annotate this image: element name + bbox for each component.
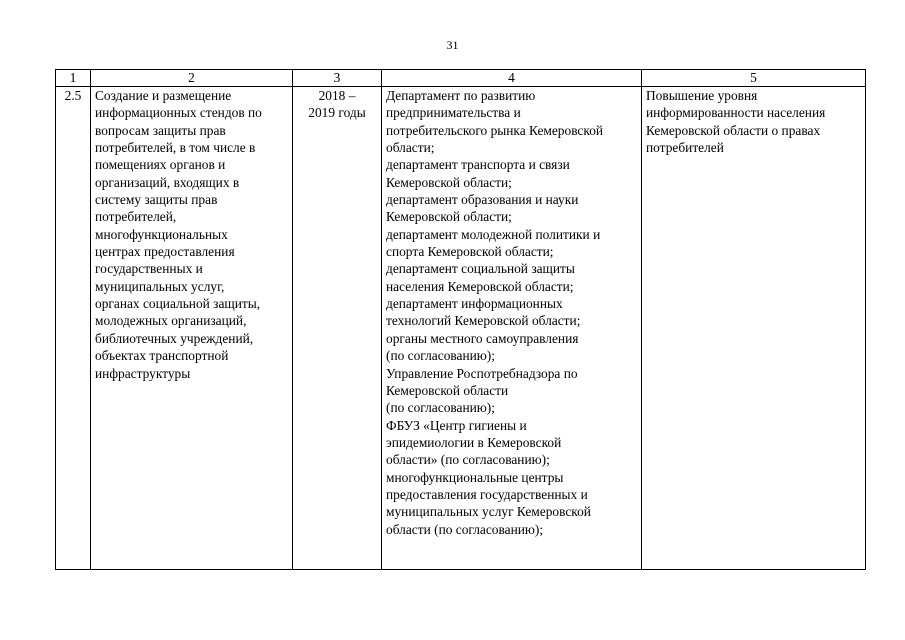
executor-line: эпидемиологии в Кемеровской bbox=[386, 434, 562, 450]
executor-line: многофункциональные центры bbox=[386, 469, 564, 485]
executor-line: области» (по согласованию); bbox=[386, 452, 550, 468]
executor-line: органы местного самоуправления bbox=[386, 330, 579, 346]
executor-line: департамент информационных bbox=[386, 296, 563, 312]
measure-line: потребителей, в том числе в bbox=[95, 140, 256, 156]
header-cell-3: 3 bbox=[293, 70, 382, 87]
measure-line: инфраструктуры bbox=[95, 365, 191, 381]
executor-line: области (по согласованию); bbox=[386, 521, 544, 537]
result-line: информированности населения bbox=[646, 105, 826, 121]
executor-line: Кемеровской области bbox=[386, 382, 509, 398]
measure-line: организаций, входящих в bbox=[95, 174, 240, 190]
executor-line: (по согласованию); bbox=[386, 348, 495, 364]
executor-line: предоставления государственных и bbox=[386, 486, 588, 502]
header-cell-4: 4 bbox=[382, 70, 642, 87]
executor-line: предпринимательства и bbox=[386, 105, 521, 121]
measure-line: библиотечных учреждений, bbox=[95, 330, 254, 346]
measure-line: вопросам защиты прав bbox=[95, 122, 226, 138]
measure-line: Создание и размещение bbox=[95, 88, 232, 103]
measure-line: систему защиты прав bbox=[95, 192, 218, 208]
table-row bbox=[56, 87, 866, 570]
measure-line: государственных и bbox=[95, 261, 203, 277]
result-line: Повышение уровня bbox=[646, 88, 758, 103]
header-cell-2: 2 bbox=[91, 70, 293, 87]
result-line: Кемеровской области о правах bbox=[646, 122, 821, 138]
measure-line: органах социальной защиты, bbox=[95, 296, 261, 312]
executor-line: муниципальных услуг Кемеровской bbox=[386, 504, 591, 520]
executor-line: Управление Роспотребнадзора по bbox=[386, 365, 578, 381]
executor-line: (по согласованию); bbox=[386, 400, 495, 416]
measure-line: многофункциональных bbox=[95, 226, 228, 242]
executor-line: Департамент по развитию bbox=[386, 88, 536, 103]
executor-line: потребительского рынка Кемеровской bbox=[386, 122, 604, 138]
executors-cell bbox=[382, 87, 642, 570]
measure-cell bbox=[91, 87, 293, 570]
executor-line: департамент социальной защиты bbox=[386, 261, 575, 277]
measure-line: центрах предоставления bbox=[95, 244, 235, 260]
measure-line: потребителей, bbox=[95, 209, 177, 225]
executor-line: Кемеровской области; bbox=[386, 209, 512, 225]
executor-line: технологий Кемеровской области; bbox=[386, 313, 581, 329]
table-header-row bbox=[56, 70, 866, 87]
row-number-cell: 2.5 bbox=[56, 87, 91, 570]
period-line: 2019 годы bbox=[308, 105, 366, 121]
executor-line: населения Кемеровской области; bbox=[386, 278, 574, 294]
executor-line: департамент транспорта и связи bbox=[386, 157, 570, 173]
measure-line: муниципальных услуг, bbox=[95, 278, 225, 294]
measures-table bbox=[55, 69, 866, 570]
executor-line: Кемеровской области; bbox=[386, 174, 512, 190]
measure-line: объектах транспортной bbox=[95, 348, 229, 364]
executor-line: спорта Кемеровской области; bbox=[386, 244, 554, 260]
measure-line: информационных стендов по bbox=[95, 105, 262, 121]
header-cell-5: 5 bbox=[642, 70, 866, 87]
header-cell-1: 1 bbox=[56, 70, 91, 87]
period-cell bbox=[293, 87, 382, 570]
measure-line: помещениях органов и bbox=[95, 157, 226, 173]
executor-line: области; bbox=[386, 140, 435, 156]
result-cell bbox=[642, 87, 866, 570]
executor-line: департамент образования и науки bbox=[386, 192, 579, 208]
executor-line: ФБУЗ «Центр гигиены и bbox=[386, 417, 527, 433]
result-line: потребителей bbox=[646, 140, 724, 156]
page-number: 31 bbox=[446, 38, 459, 52]
measure-line: молодежных организаций, bbox=[95, 313, 247, 329]
period-line: 2018 – bbox=[318, 88, 356, 103]
executor-line: департамент молодежной политики и bbox=[386, 226, 601, 242]
